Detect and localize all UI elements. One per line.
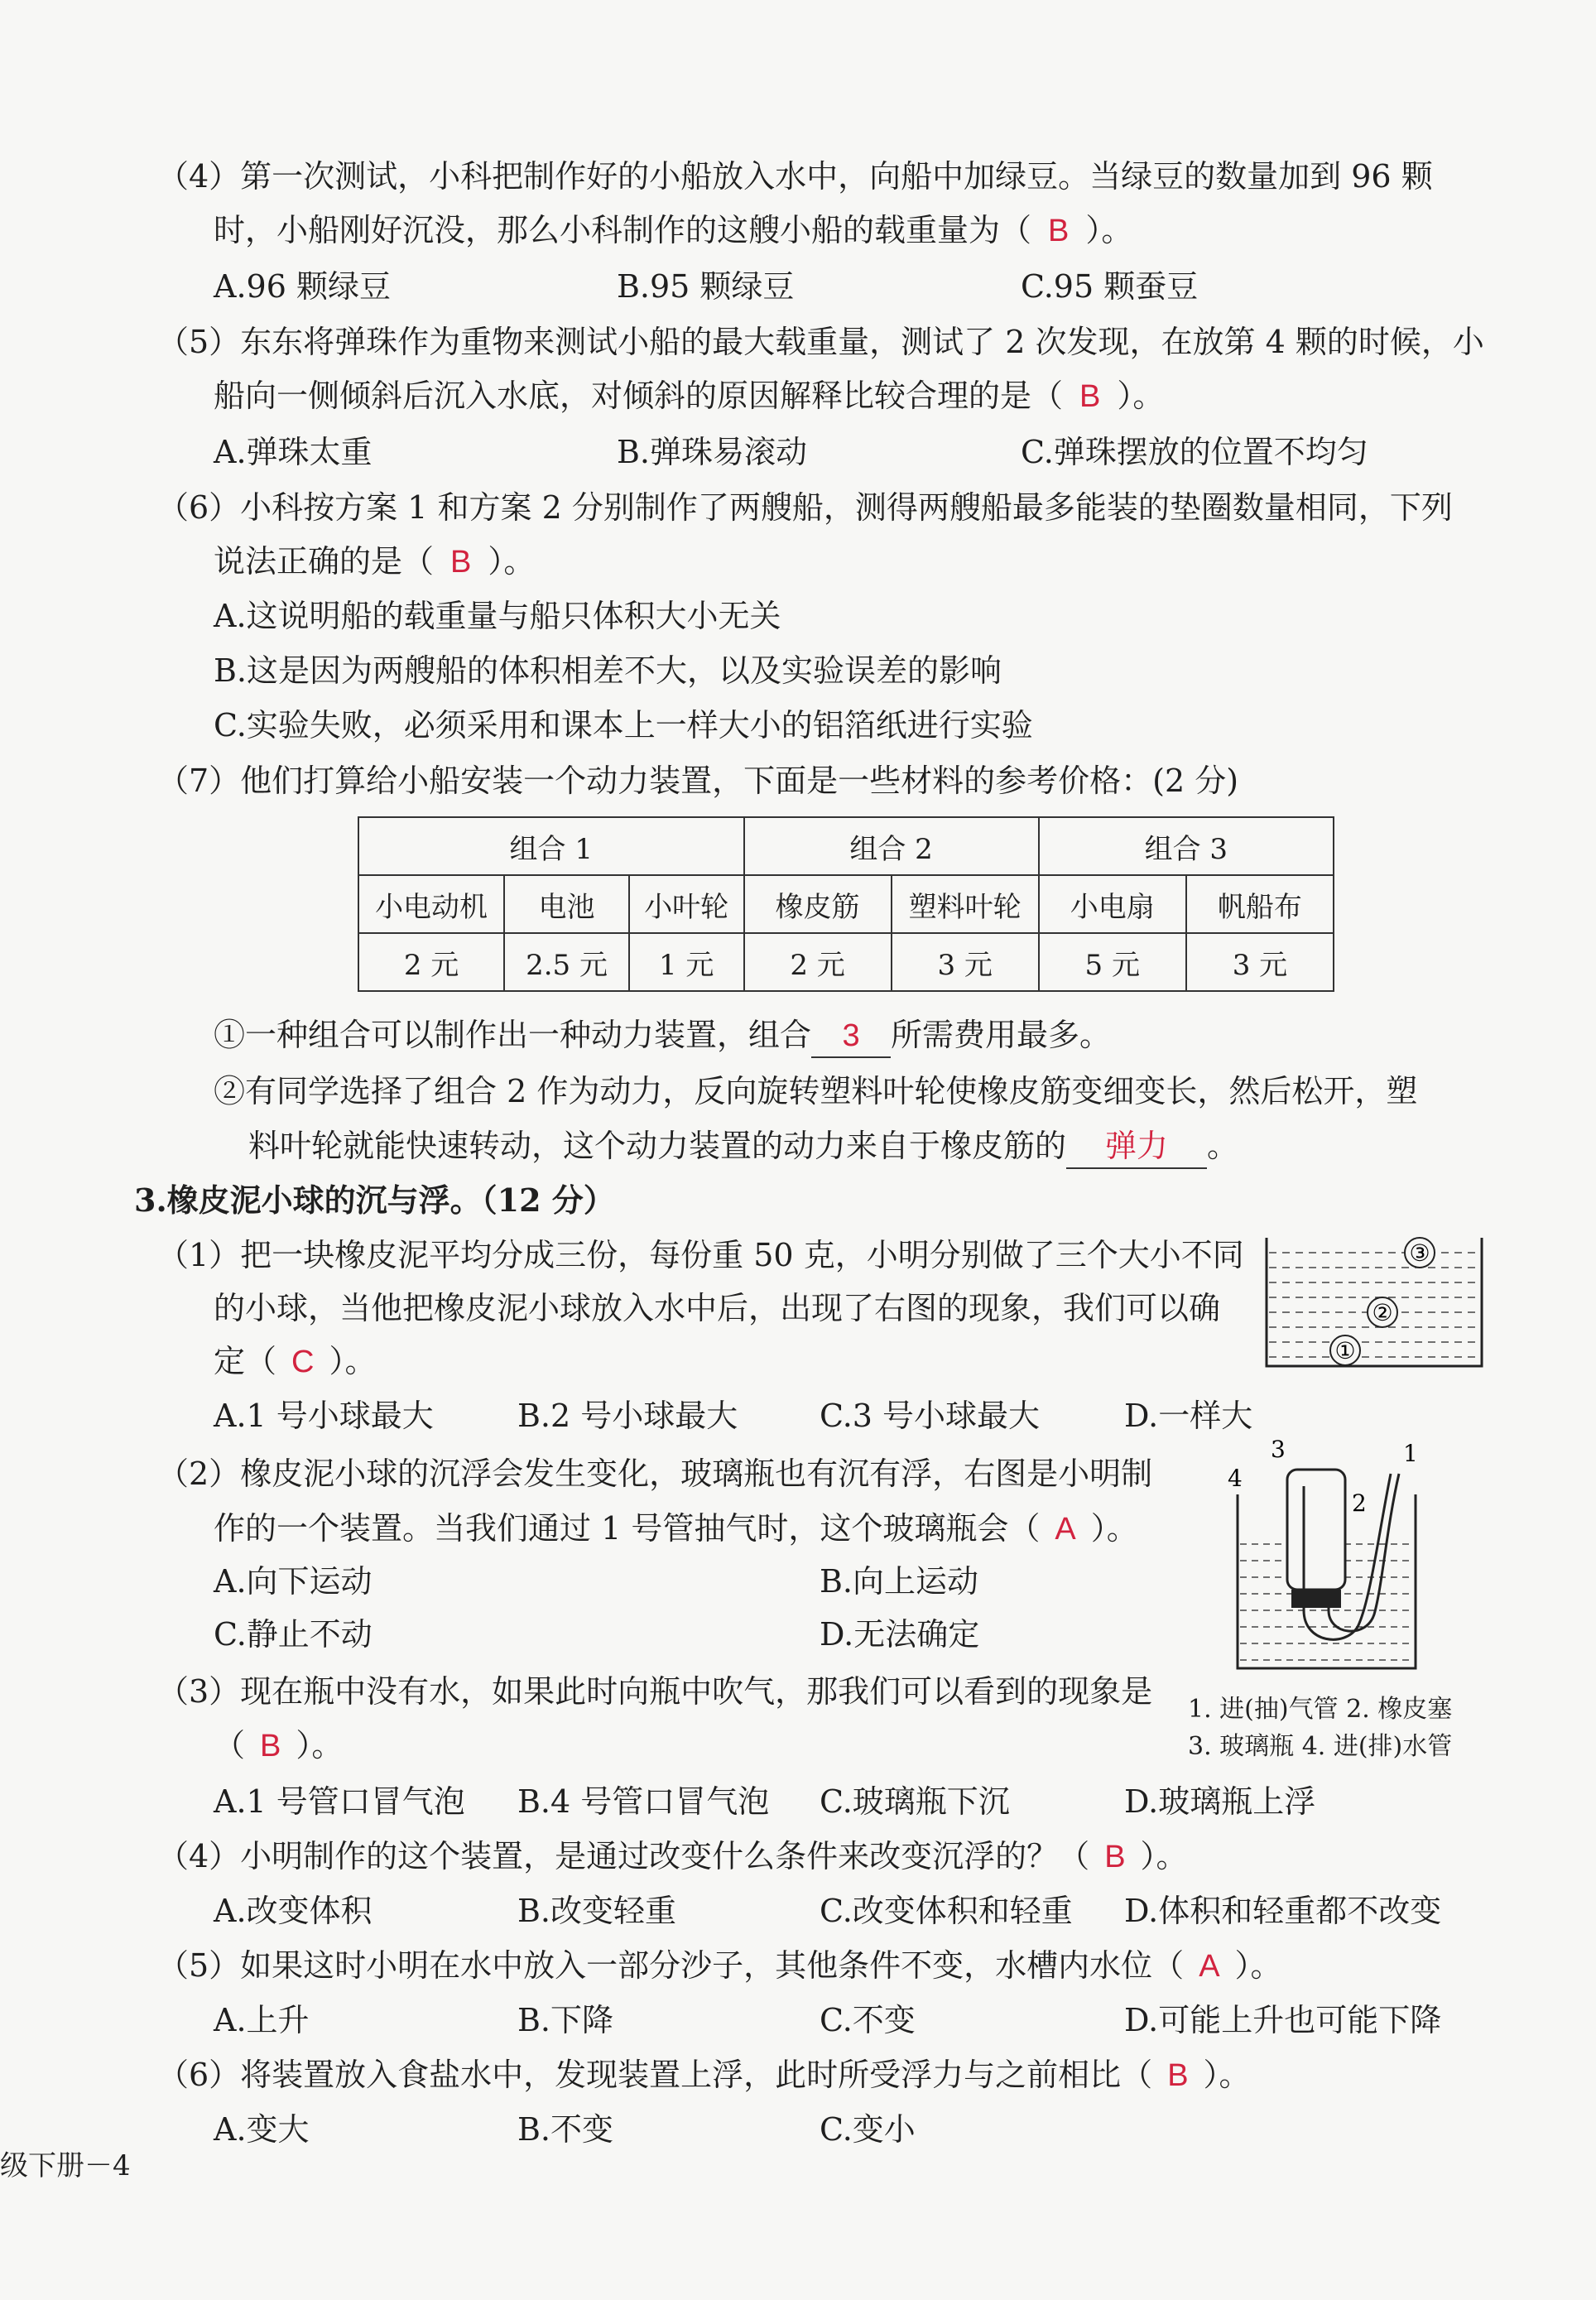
table-cell-item: 帆船布 [1186,875,1334,933]
table-cell-price: 3 元 [892,933,1039,991]
ball-label-2: ② [1372,1299,1393,1326]
s3q3-option-a: A.1 号管口冒气泡 [214,1783,465,1820]
q4-stem-line1: （4）第一次测试，小科把制作好的小船放入水中，向船中加绿豆。当绿豆的数量加到 96 颗 [157,158,1433,195]
table-group-header: 组合 1 [358,817,744,875]
s3q6-line: （6）将装置放入食盐水中，发现装置上浮，此时所受浮力与之前相比（ B ）。 [157,2057,1251,2093]
q5-option-c: C.弹珠摆放的位置不均匀 [1021,434,1368,470]
s3q2-answer: A [1055,1512,1076,1547]
s3q3-line1: （3）现在瓶中没有水，如果此时向瓶中吹气，那我们可以看到的现象是 [157,1673,1153,1710]
ball-label-1: ① [1334,1337,1356,1364]
bottle-device-figure [1213,1436,1453,1677]
device-caption-line2: 3. 玻璃瓶 4. 进(排)水管 [1188,1732,1453,1761]
table-cell-item: 小叶轮 [629,875,744,933]
s3q2-line1: （2）橡皮泥小球的沉浮会发生变化，玻璃瓶也有沉有浮，右图是小明制 [157,1456,1153,1492]
table-cell-price: 5 元 [1039,933,1186,991]
q4-option-c: C.95 颗蚕豆 [1021,268,1199,305]
s3q4-option-c: C.改变体积和轻重 [820,1893,1073,1929]
s3q4-option-d: D.体积和轻重都不改变 [1124,1893,1442,1929]
s3q4-line: （4）小明制作的这个装置，是通过改变什么条件来改变沉浮的？（ B ）。 [157,1838,1188,1874]
q6-option-b: B.这是因为两艘船的体积相差不大，以及实验误差的影响 [214,652,1002,689]
q4-stem-line2: 时，小船刚好沉没，那么小科制作的这艘小船的载重量为（ B ）。 [214,212,1133,248]
page-footer: 级下册－4 [0,2149,131,2182]
table-row [358,817,1334,875]
s3q5-line: （5）如果这时小明在水中放入一部分沙子，其他条件不变，水槽内水位（ A ）。 [157,1947,1282,1984]
s3q1-option-a: A.1 号小球最大 [214,1398,434,1434]
q6-option-a: A.这说明船的载重量与船只体积大小无关 [214,598,781,634]
table-cell-price: 2 元 [744,933,892,991]
q6-stem-line1: （6）小科按方案 1 和方案 2 分别制作了两艘船，测得两艘船最多能装的垫圈数量相同，下列 [157,489,1453,526]
table-cell-item: 电池 [504,875,629,933]
s3q1-option-b: B.2 号小球最大 [517,1398,738,1434]
q6-answer: B [450,545,472,580]
s3q6-option-b: B.不变 [517,2111,614,2148]
s3q5-answer: A [1199,1949,1220,1984]
s3q1-option-c: C.3 号小球最大 [820,1398,1041,1434]
table-row [358,875,1334,933]
s3q3-option-d: D.玻璃瓶上浮 [1124,1783,1316,1820]
q4-option-a: A.96 颗绿豆 [214,268,391,305]
table-cell-price: 2.5 元 [504,933,629,991]
s3q2-line2: 作的一个装置。当我们通过 1 号管抽气时，这个玻璃瓶会（ A ）。 [214,1510,1138,1547]
device-caption-line1: 1. 进(抽)气管 2. 橡皮塞 [1188,1695,1453,1724]
table-cell-price: 1 元 [629,933,744,991]
table-cell-price: 2 元 [358,933,504,991]
q7-sub2-line2: 料叶轮就能快速转动，这个动力装置的动力来自于橡皮筋的 弹力 。 [248,1123,1238,1169]
q7-sub2-line1: ②有同学选择了组合 2 作为动力，反向旋转塑料叶轮使橡皮筋变细变长，然后松开，塑 [214,1073,1418,1109]
s3q2-option-d: D.无法确定 [820,1616,980,1653]
device-label-4: 4 [1228,1465,1243,1492]
s3q6-option-a: A.变大 [214,2111,310,2148]
s3q1-line2: 的小球，当他把橡皮泥小球放入水中后，出现了右图的现象，我们可以确 [214,1290,1221,1326]
q6-option-c: C.实验失败，必须采用和课本上一样大小的铝箔纸进行实验 [214,707,1033,743]
balls-in-water-figure [1262,1229,1486,1374]
q5-option-b: B.弹珠易滚动 [617,434,808,470]
s3q5-option-b: B.下降 [517,2002,614,2038]
table-group-header: 组合 3 [1039,817,1334,875]
s3q3-option-c: C.玻璃瓶下沉 [820,1783,1010,1820]
table-cell-price: 3 元 [1186,933,1334,991]
q4-option-b: B.95 颗绿豆 [617,268,795,305]
s3q1-answer: C [291,1345,315,1379]
s3q6-option-c: C.变小 [820,2111,916,2148]
table-cell-item: 塑料叶轮 [892,875,1039,933]
table-cell-item: 小电动机 [358,875,504,933]
s3q2-option-a: A.向下运动 [214,1563,373,1600]
s3q3-option-b: B.4 号管口冒气泡 [517,1783,770,1820]
s3q2-option-b: B.向上运动 [820,1563,979,1600]
s3q1-line3: 定（ C ）。 [214,1343,377,1379]
s3q3-answer: B [260,1729,281,1763]
s3q4-option-b: B.改变轻重 [517,1893,677,1929]
s3q6-answer: B [1167,2058,1189,2093]
s3q1-line1: （1）把一块橡皮泥平均分成三份，每份重 50 克，小明分别做了三个大小不同 [157,1237,1244,1273]
s3q3-line2: （ B ）。 [214,1727,344,1763]
s3q5-option-c: C.不变 [820,2002,916,2038]
table-cell-item: 橡皮筋 [744,875,892,933]
section3-heading: 3.橡皮泥小球的沉与浮。（12 分） [134,1181,615,1219]
table-cell-item: 小电扇 [1039,875,1186,933]
q6-stem-line2: 说法正确的是（ B ）。 [214,543,536,580]
q5-stem-line2: 船向一侧倾斜后沉入水底，对倾斜的原因解释比较合理的是（ B ）。 [214,378,1165,414]
s3q5-option-a: A.上升 [214,2002,310,2038]
q4-answer: B [1048,214,1070,248]
device-label-1: 1 [1403,1440,1418,1467]
q5-option-a: A.弹珠太重 [214,434,373,470]
table-group-header: 组合 2 [744,817,1039,875]
q7-sub2-answer: 弹力 [1066,1126,1207,1169]
price-table [358,816,1334,992]
q5-answer: B [1079,379,1101,414]
device-label-2: 2 [1352,1489,1367,1517]
ball-label-3: ③ [1409,1239,1430,1267]
s3q5-option-d: D.可能上升也可能下降 [1124,2002,1442,2038]
device-label-3: 3 [1271,1436,1286,1463]
s3q4-answer: B [1104,1840,1126,1874]
table-row [358,933,1334,991]
q5-stem-line1: （5）东东将弹珠作为重物来测试小船的最大载重量，测试了 2 次发现，在放第 4 颗的时候，小 [157,324,1484,360]
s3q2-option-c: C.静止不动 [214,1616,373,1653]
q7-stem: （7）他们打算给小船安装一个动力装置，下面是一些材料的参考价格：(2 分) [157,763,1239,799]
q7-sub1-answer: 3 [811,1015,891,1058]
s3q4-option-a: A.改变体积 [214,1893,373,1929]
s3q1-option-d: D.一样大 [1124,1398,1253,1434]
q7-sub1: ①一种组合可以制作出一种动力装置，组合 3 所需费用最多。 [214,1012,1111,1058]
